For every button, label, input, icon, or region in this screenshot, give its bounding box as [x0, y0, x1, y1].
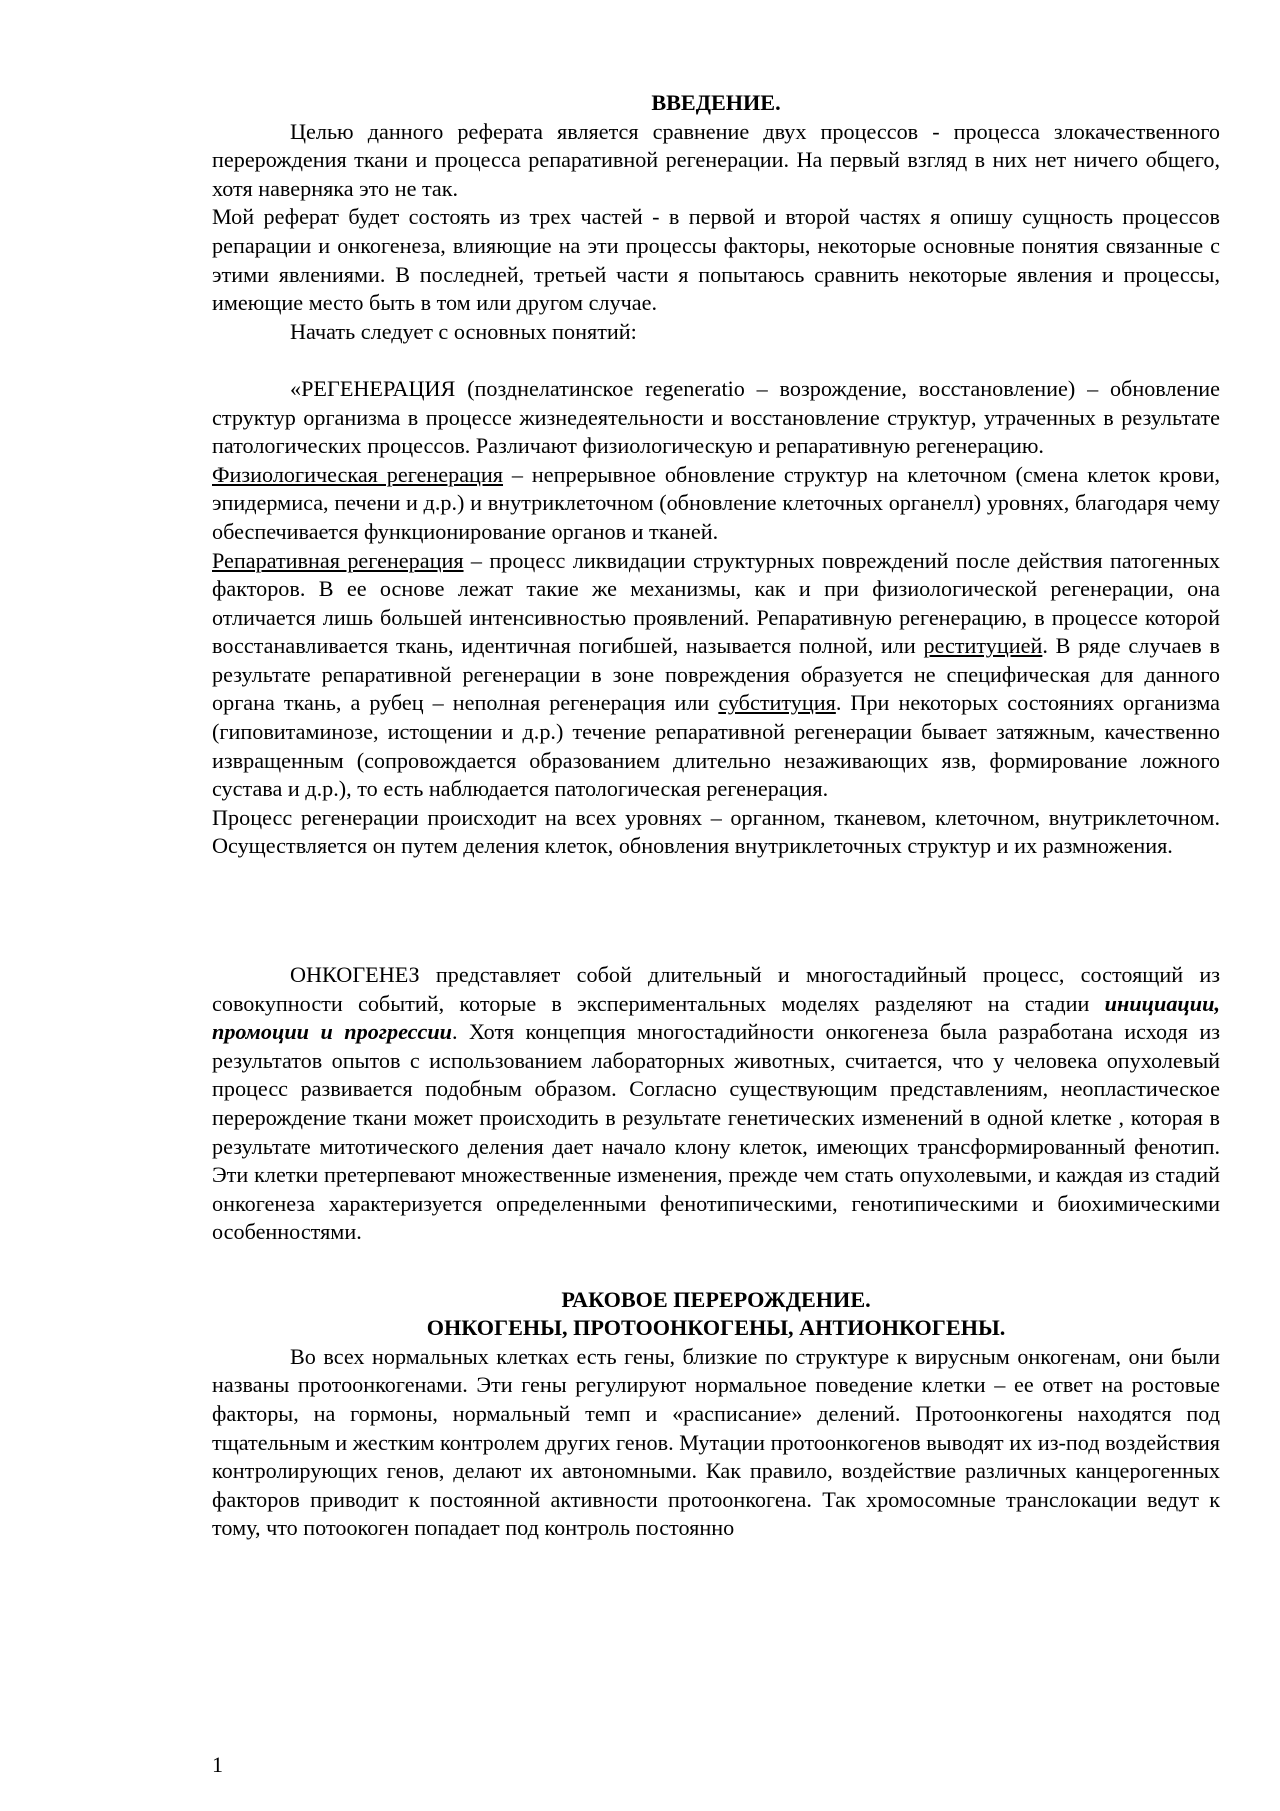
document-body — [212, 89, 1220, 1543]
regeneration-levels-paragraph: Процесс регенерации происходит на всех уровнях – органном, тканевом, клеточном, внутриклеточном. Осуществляется он путем деления клеток, обновления внутриклеточных структур и их размножения. — [212, 804, 1220, 859]
regeneration-definition: «РЕГЕНЕРАЦИЯ (позднелатинское regeneratio – возрождение, восстановление) – обновление структур организма в процессе жизнедеятельности и восстановление структур, утраченных в результате патологических процессов. Различают физиологическую и репаративную регенерацию. — [212, 375, 1220, 459]
blank-line — [212, 346, 1220, 375]
oncogenesis-text-2: . Хотя концепция многостадийности онкогенеза была разработана исходя из результатов опытов с использованием лабораторных животных, считается, что у человека опухолевый процесс развивается подобным образом. Согласно существующим представлениям, неопластическое перерождение ткани может происходить в результате генетических изменений в одной клетке , которая в результате митотического деления дает начало клону клеток, имеющих трансформированный фенотип. Эти клетки претерпевают множественные изменения, прежде чем стать опухолевыми, и каждая из стадий онкогенеза характеризуется определенными фенотипическими, генотипическими и биохимическими особенностями. — [212, 1019, 1220, 1245]
reparative-regeneration-term: Репаративная регенерация — [212, 547, 464, 573]
section-spacer — [212, 1247, 1220, 1257]
reparative-regeneration-text-2: . В ряде случаев в результате репаративной регенерации в зоне повреждения образуется не специфическая для данного органа ткань, а рубец – неполная регенерация или — [212, 633, 1220, 716]
page-number: 1 — [212, 1752, 223, 1777]
oncogenesis-text-1: ОНКОГЕНЕЗ представляет собой длительный и многостадийный процесс, состоящий из совокупности событий, которые в экспериментальных моделях разделяют на стадии — [212, 962, 1220, 1016]
reparative-regeneration-text-3: . При некоторых состояниях организма (гиповитаминозе, истощении и д.р.) течение репаративной регенерации бывает затяжным, качественно извращенным (сопровождается образованием длительно незаживающих язв, формирование ложного сустава и д.р.), то есть наблюдается патологическая регенерация. — [212, 690, 1221, 802]
cancer-heading-2: ОНКОГЕНЫ, ПРОТООНКОГЕНЫ, АНТИОНКОГЕНЫ. — [426, 1315, 1006, 1341]
restitution-term: реституцией — [923, 633, 1043, 659]
substitution-term: субституция — [718, 690, 836, 716]
physiological-regeneration-text: – непрерывное обновление структур на клеточном (смена клеток крови, эпидермиса, печени и д.р.) и внутриклеточном (обновление клеточных органелл) уровнях, благодаря чему обеспечивается функционирование органов и тканей. — [212, 461, 1220, 544]
section-spacer — [212, 861, 1220, 961]
intro-paragraph-1: Целью данного реферата является сравнение двух процессов - процесса злокачественного перерождения ткани и процесса репаративной регенерации. На первый взгляд в них нет ничего общего, хотя наверняка это не так. — [212, 118, 1220, 201]
physiological-regeneration-paragraph — [212, 461, 1220, 547]
reparative-regeneration-text-1: – процесс ликвидации структурных повреждений после действия патогенных факторов. В ее основе лежат такие же механизмы, как и при физиологической регенерации, она отличается лишь большей интенсивностью проявлений. Репаративную регенерацию, в процессе которой восстанавливается ткань, идентичная погибшей, называется полной, или — [212, 547, 1221, 659]
intro-heading: ВВЕДЕНИЕ. — [651, 90, 781, 115]
reparative-regeneration-paragraph — [212, 547, 1220, 804]
intro-paragraph-3: Начать следует с основных понятий: — [290, 318, 637, 344]
cancer-heading-1: РАКОВОЕ ПЕРЕРОЖДЕНИЕ. — [561, 1286, 871, 1312]
physiological-regeneration-term: Физиологическая регенерация — [212, 461, 504, 487]
oncogenesis-stages: инициации, промоции и прогрессии — [212, 990, 1220, 1045]
oncogenesis-paragraph — [212, 961, 1220, 1247]
cancer-paragraph-1: Во всех нормальных клетках есть гены, близкие по структуре к вирусным онкогенам, они были названы протоонкогенами. Эти гены регулируют нормальное поведение клетки – ее ответ на ростовые факторы, на гормоны, нормальный темп и «расписание» делений. Протоонкогены находятся под тщательным и жестким контролем других генов. Мутации протоонкогенов выводят их из-под воздействия контролирующих генов, делают их автономными. Как правило, воздействие различных канцерогенных факторов приводит к постоянной активности протоонкогена. Так хромосомные транслокации ведут к тому, что потоокоген попадает под контроль постоянно — [212, 1343, 1220, 1541]
blank-line — [212, 1257, 1220, 1286]
intro-paragraph-2: Мой реферат будет состоять из трех частей - в первой и второй частях я опишу сущность процессов репарации и онкогенеза, влияющие на эти процессы факторы, некоторые основные понятия связанные с этими явлениями. В последней, третьей части я попытаюсь сравнить некоторые явления и процессы, имеющие место быть в том или другом случае. — [212, 204, 1220, 316]
